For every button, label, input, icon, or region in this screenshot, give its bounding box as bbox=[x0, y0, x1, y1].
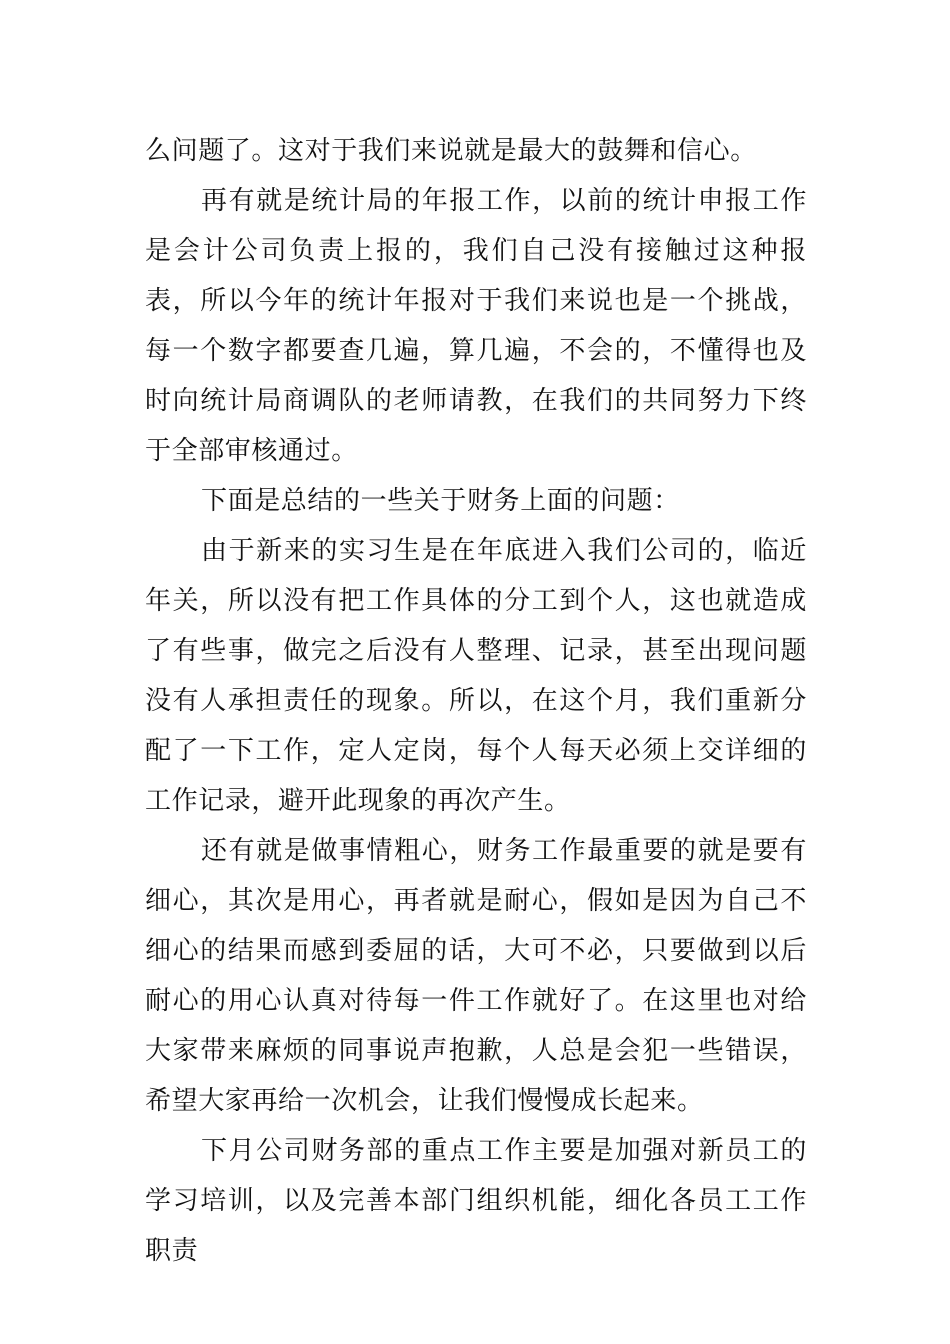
paragraph-statistics-report: 再有就是统计局的年报工作，以前的统计申报工作是会计公司负责上报的，我们自己没有接触过这种报表，所以今年的统计年报对于我们来说也是一个挑战，每一个数字都要查几遍，算几遍，不会的，不懂得也及时向统计局商调队的老师请教，在我们的共同努力下终于全部审核通过。 bbox=[145, 186, 807, 466]
paragraph-carefulness: 还有就是做事情粗心，财务工作最重要的就是要有细心，其次是用心，再者就是耐心，假如是因为自己不细心的结果而感到委屈的话，大可不必，只要做到以后耐心的用心认真对待每一件工作就好了。在这里也对给大家带来麻烦的同事说声抱歉，人总是会犯一些错误，希望大家再给一次机会，让我们慢慢成长起来。 bbox=[145, 836, 807, 1116]
paragraph-continuation: 么问题了。这对于我们来说就是最大的鼓舞和信心。 bbox=[145, 136, 757, 166]
paragraph-next-month-plan: 下月公司财务部的重点工作主要是加强对新员工的学习培训，以及完善本部门组织机能，细化各员工工作职责 bbox=[145, 1136, 807, 1266]
document-body bbox=[145, 126, 807, 1276]
paragraph-intern-assignment: 由于新来的实习生是在年底进入我们公司的，临近年关，所以没有把工作具体的分工到个人，这也就造成了有些事，做完之后没有人整理、记录，甚至出现问题没有人承担责任的现象。所以，在这个月，我们重新分配了一下工作，定人定岗，每个人每天必须上交详细的工作记录，避开此现象的再次产生。 bbox=[145, 536, 807, 816]
paragraph-issues-intro: 下面是总结的一些关于财务上面的问题： bbox=[201, 486, 680, 516]
